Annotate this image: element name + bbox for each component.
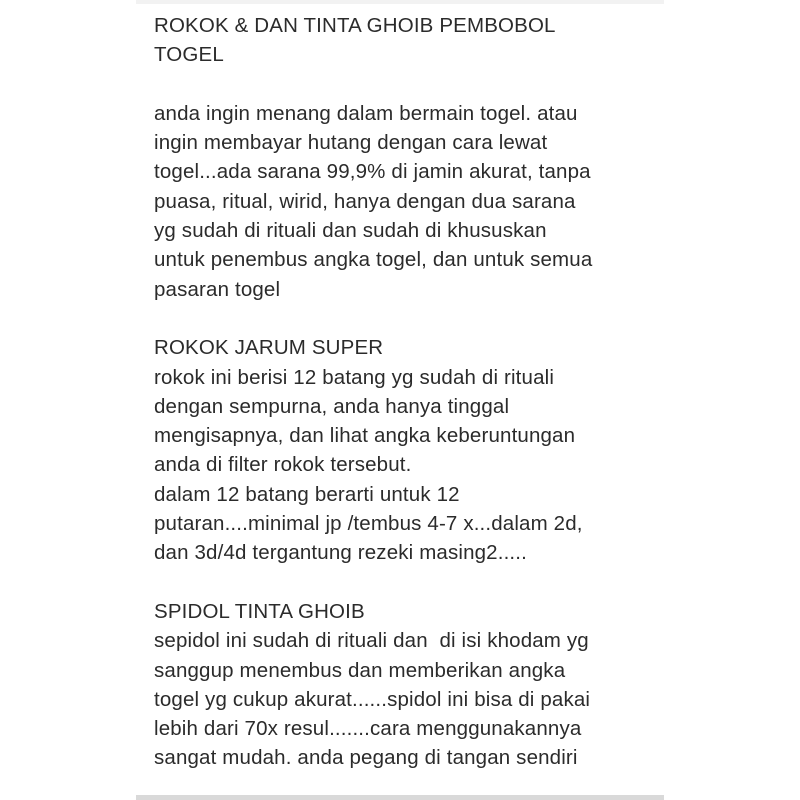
- bottom-divider: [136, 795, 664, 800]
- paragraph-gap: [154, 304, 664, 333]
- rokok-line: dan 3d/4d tergantung rezeki masing2.....: [154, 541, 527, 565]
- rokok-line: mengisapnya, dan lihat angka keberuntungan: [154, 424, 576, 448]
- paragraph-gap: [154, 70, 664, 99]
- spidol-line: sanggup menembus dan memberikan angka: [154, 658, 566, 682]
- spidol-line: sangat mudah. anda pegang di tangan sendiri: [154, 746, 578, 770]
- intro-line: anda ingin menang dalam bermain togel. atau: [154, 101, 578, 125]
- rokok-heading: ROKOK JARUM SUPER: [154, 336, 384, 360]
- spidol-line: lebih dari 70x resul.......cara menggunakannya: [154, 717, 582, 741]
- rokok-line: anda di filter rokok tersebut.: [154, 453, 412, 477]
- spidol-line: togel yg cukup akurat......spidol ini bisa di pakai: [154, 687, 591, 711]
- document-body: [154, 11, 664, 773]
- title-line-1: ROKOK & DAN TINTA GHOIB PEMBOBOL: [154, 14, 556, 37]
- intro-line: untuk penembus angka togel, dan untuk semua: [154, 248, 593, 272]
- intro-line: ingin membayar hutang dengan cara lewat: [154, 131, 548, 155]
- intro-line: puasa, ritual, wirid, hanya dengan dua sarana: [154, 189, 576, 213]
- rokok-line: rokok ini berisi 12 batang yg sudah di rituali: [154, 365, 555, 389]
- rokok-line: dalam 12 batang berarti untuk 12: [154, 482, 460, 506]
- paragraph-gap: [154, 568, 664, 597]
- spidol-line: sepidol ini sudah di rituali dan di isi khodam yg: [154, 629, 589, 653]
- intro-line: yg sudah di rituali dan sudah di khususkan: [154, 219, 547, 243]
- rokok-line: putaran....minimal jp /tembus 4-7 x...dalam 2d,: [154, 512, 583, 536]
- spidol-heading: SPIDOL TINTA GHOIB: [154, 599, 365, 623]
- title-line-2: TOGEL: [154, 43, 224, 67]
- intro-line: togel...ada sarana 99,9% di jamin akurat, tanpa: [154, 160, 591, 184]
- intro-line: pasaran togel: [154, 277, 281, 301]
- rokok-line: dengan sempurna, anda hanya tinggal: [154, 394, 510, 418]
- top-divider: [136, 0, 664, 4]
